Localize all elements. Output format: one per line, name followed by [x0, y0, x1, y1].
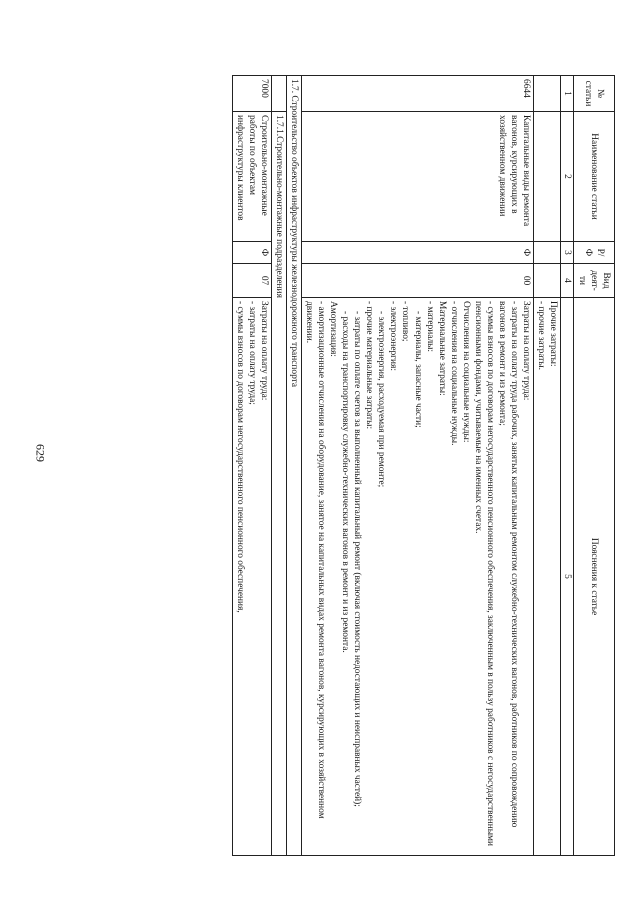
table-header-row	[573, 76, 614, 856]
header-item-number: № статьи	[573, 76, 614, 112]
explanation-line: - топливо;	[400, 301, 411, 342]
explanation-line: - электроэнергия:	[388, 301, 399, 371]
table-row-7000	[233, 76, 272, 856]
column-numbers-row	[560, 76, 573, 856]
section-heading-1-7-1: 1.7.1.Строительно-монтажные подразделения	[272, 112, 287, 856]
table-row-previous	[533, 76, 560, 856]
header-item-name: Наименование статьи	[573, 112, 614, 242]
header-activity-type: Вид деят-ти	[573, 264, 614, 298]
item-activity: 07	[233, 264, 272, 298]
explanation-line: Прочие затраты:	[547, 301, 558, 367]
col-number: 1	[560, 76, 573, 112]
explanation-line: - затраты по оплате счетов за выполненный капитальный ремонт (включая стоимость недостающих и неисправных частей);	[352, 311, 363, 807]
explanation-line: - затраты на оплату труда рабочих, занятых капитальным ремонтом служебно-технических вагонов, работников по сопровождению вагонов в ремонт и из ремонта;	[496, 301, 519, 828]
page-number: 629	[33, 444, 48, 462]
item-activity: 00	[302, 264, 534, 298]
table-row-6644	[302, 76, 534, 856]
explanation-line: - суммы взносов по договорам негосударственного пенсионного обеспечения,	[235, 301, 246, 613]
explanation-cell	[533, 298, 560, 856]
explanation-line: - электроэнергия, расходуемая при ремонте;	[376, 311, 387, 488]
col-number: 5	[560, 298, 573, 856]
header-explanation: Пояснения к статье	[573, 298, 614, 856]
explanation-line: Материальные затраты:	[436, 301, 447, 396]
col-number: 2	[560, 112, 573, 242]
item-name: Капитальные виды ремонта вагонов, курсирующих в хозяйственном движении	[302, 112, 534, 242]
explanation-line: - материалы:	[424, 301, 435, 353]
cost-items-table	[232, 75, 615, 856]
header-rf: Р/Ф	[573, 242, 614, 264]
col-number: 3	[560, 242, 573, 264]
item-rf: Ф	[302, 242, 534, 264]
section-heading-row	[287, 76, 302, 856]
rotated-table-wrapper	[95, 75, 615, 855]
explanation-line: - материалы, запасные части;	[412, 311, 423, 428]
explanation-line: Затраты на оплату труда:	[259, 301, 270, 401]
item-number: 6644	[302, 76, 534, 112]
section-heading-1-7: 1.7. Строительство объектов инфраструктуры железнодорожного транспорта	[287, 76, 302, 856]
subsection-heading-row	[272, 76, 287, 856]
explanation-cell	[233, 298, 272, 856]
explanation-line: - затраты на оплату труда;	[247, 301, 258, 405]
explanation-line: - прочие материальные затраты:	[364, 301, 375, 430]
explanation-line: - расходы на транспортировку служебно-технических вагонов в ремонт и из ремонта.	[340, 311, 351, 653]
explanation-line: - суммы взносов по договорам негосударственного пенсионного обеспечения, заключенным в пользу работников с негосударственными пенсионными фондами, учитываемые на именных счетах.	[472, 301, 495, 846]
explanation-line: - отчисления на социальные нужды.	[448, 301, 459, 446]
explanation-line: Амортизация:	[328, 301, 339, 357]
item-number: 7000	[233, 76, 272, 112]
explanation-line: Затраты на оплату труда:	[520, 301, 531, 401]
col-number: 4	[560, 264, 573, 298]
item-name: Строительно-монтажные работы по объектам инфраструктуры клиентов	[233, 112, 272, 242]
explanation-line: Отчисления на социальные нужды:	[460, 301, 471, 443]
item-rf: Ф	[233, 242, 272, 264]
explanation-line: - амортизационные отчисления на оборудование, занятое на капитальных видах ремонта вагонов, курсирующих в хозяйственном движении.	[304, 301, 327, 819]
explanation-line: - прочие затраты.	[535, 301, 546, 371]
explanation-cell	[302, 298, 534, 856]
